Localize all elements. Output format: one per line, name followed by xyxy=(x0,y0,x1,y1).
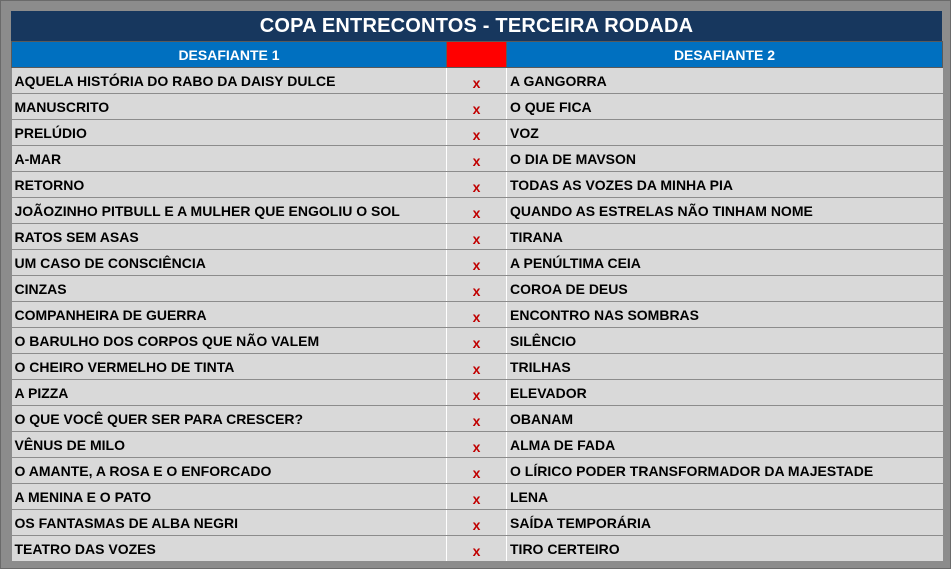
versus-mark: x xyxy=(472,412,481,429)
challenger-1-cell: PRELÚDIO xyxy=(12,120,447,146)
table-row xyxy=(12,250,943,276)
challenger-1-cell: VÊNUS DE MILO xyxy=(12,432,447,458)
versus-mark: x xyxy=(472,74,481,91)
challenger-2-cell: OBANAM xyxy=(507,406,943,432)
challenger-2-cell: A GANGORRA xyxy=(507,68,943,94)
header-row xyxy=(12,42,943,68)
sheet-title: COPA ENTRECONTOS - TERCEIRA RODADA xyxy=(11,11,942,41)
header-challenger-1: DESAFIANTE 1 xyxy=(12,42,447,68)
versus-cell xyxy=(447,406,507,432)
challenger-2-cell: VOZ xyxy=(507,120,943,146)
versus-cell xyxy=(447,120,507,146)
versus-mark: x xyxy=(472,308,481,325)
versus-mark: x xyxy=(472,282,481,299)
challenger-1-cell: O AMANTE, A ROSA E O ENFORCADO xyxy=(12,458,447,484)
table-row xyxy=(12,276,943,302)
versus-cell xyxy=(447,302,507,328)
challenger-2-cell: O DIA DE MAVSON xyxy=(507,146,943,172)
challenger-2-cell: TODAS AS VOZES DA MINHA PIA xyxy=(507,172,943,198)
versus-cell xyxy=(447,458,507,484)
versus-cell xyxy=(447,172,507,198)
challenger-2-cell: QUANDO AS ESTRELAS NÃO TINHAM NOME xyxy=(507,198,943,224)
versus-mark: x xyxy=(472,126,481,143)
versus-mark: x xyxy=(472,360,481,377)
challenger-2-cell: ALMA DE FADA xyxy=(507,432,943,458)
versus-cell xyxy=(447,484,507,510)
challenger-2-cell: COROA DE DEUS xyxy=(507,276,943,302)
versus-cell xyxy=(447,94,507,120)
challenger-2-cell: TRILHAS xyxy=(507,354,943,380)
versus-cell xyxy=(447,328,507,354)
challenger-1-cell: A PIZZA xyxy=(12,380,447,406)
table-row xyxy=(12,146,943,172)
versus-cell xyxy=(447,224,507,250)
challenger-2-cell: O LÍRICO PODER TRANSFORMADOR DA MAJESTADE xyxy=(507,458,943,484)
table-row xyxy=(12,172,943,198)
header-challenger-2: DESAFIANTE 2 xyxy=(507,42,943,68)
table-row xyxy=(12,198,943,224)
versus-mark: x xyxy=(472,464,481,481)
table-row xyxy=(12,484,943,510)
table-row xyxy=(12,302,943,328)
table-row xyxy=(12,406,943,432)
challenger-1-cell: JOÃOZINHO PITBULL E A MULHER QUE ENGOLIU O SOL xyxy=(12,198,447,224)
versus-mark: x xyxy=(472,438,481,455)
challenger-2-cell: LENA xyxy=(507,484,943,510)
versus-cell xyxy=(447,380,507,406)
challenger-1-cell: TEATRO DAS VOZES xyxy=(12,536,447,562)
versus-mark: x xyxy=(472,100,481,117)
table-row xyxy=(12,432,943,458)
versus-mark: x xyxy=(472,204,481,221)
matchups-table xyxy=(11,41,943,562)
versus-mark: x xyxy=(472,230,481,247)
matchups-body xyxy=(12,68,943,562)
table-row xyxy=(12,458,943,484)
versus-cell xyxy=(447,276,507,302)
challenger-1-cell: A-MAR xyxy=(12,146,447,172)
versus-cell xyxy=(447,510,507,536)
table-row xyxy=(12,94,943,120)
header-versus xyxy=(447,42,507,68)
versus-cell xyxy=(447,432,507,458)
challenger-2-cell: A PENÚLTIMA CEIA xyxy=(507,250,943,276)
challenger-2-cell: SAÍDA TEMPORÁRIA xyxy=(507,510,943,536)
challenger-1-cell: A MENINA E O PATO xyxy=(12,484,447,510)
versus-cell xyxy=(447,68,507,94)
challenger-1-cell: CINZAS xyxy=(12,276,447,302)
table-row xyxy=(12,68,943,94)
challenger-2-cell: ENCONTRO NAS SOMBRAS xyxy=(507,302,943,328)
challenger-1-cell: MANUSCRITO xyxy=(12,94,447,120)
table-row xyxy=(12,536,943,562)
challenger-1-cell: O QUE VOCÊ QUER SER PARA CRESCER? xyxy=(12,406,447,432)
challenger-2-cell: TIRO CERTEIRO xyxy=(507,536,943,562)
table-row xyxy=(12,354,943,380)
table-row xyxy=(12,510,943,536)
versus-cell xyxy=(447,198,507,224)
versus-mark: x xyxy=(472,516,481,533)
versus-mark: x xyxy=(472,178,481,195)
table-row xyxy=(12,120,943,146)
table-row xyxy=(12,224,943,250)
challenger-2-cell: O QUE FICA xyxy=(507,94,943,120)
versus-mark: x xyxy=(472,334,481,351)
challenger-1-cell: O BARULHO DOS CORPOS QUE NÃO VALEM xyxy=(12,328,447,354)
versus-cell xyxy=(447,536,507,562)
challenger-2-cell: SILÊNCIO xyxy=(507,328,943,354)
challenger-1-cell: O CHEIRO VERMELHO DE TINTA xyxy=(12,354,447,380)
versus-mark: x xyxy=(472,152,481,169)
versus-mark: x xyxy=(472,386,481,403)
challenger-1-cell: OS FANTASMAS DE ALBA NEGRI xyxy=(12,510,447,536)
table-row xyxy=(12,380,943,406)
challenger-2-cell: TIRANA xyxy=(507,224,943,250)
challenger-1-cell: COMPANHEIRA DE GUERRA xyxy=(12,302,447,328)
challenger-1-cell: RETORNO xyxy=(12,172,447,198)
challenger-1-cell: RATOS SEM ASAS xyxy=(12,224,447,250)
versus-mark: x xyxy=(472,490,481,507)
versus-cell xyxy=(447,146,507,172)
challenger-2-cell: ELEVADOR xyxy=(507,380,943,406)
versus-mark: x xyxy=(472,256,481,273)
table-row xyxy=(12,328,943,354)
challenger-1-cell: AQUELA HISTÓRIA DO RABO DA DAISY DULCE xyxy=(12,68,447,94)
versus-mark: x xyxy=(472,542,481,559)
versus-cell xyxy=(447,354,507,380)
challenger-1-cell: UM CASO DE CONSCIÊNCIA xyxy=(12,250,447,276)
versus-cell xyxy=(447,250,507,276)
